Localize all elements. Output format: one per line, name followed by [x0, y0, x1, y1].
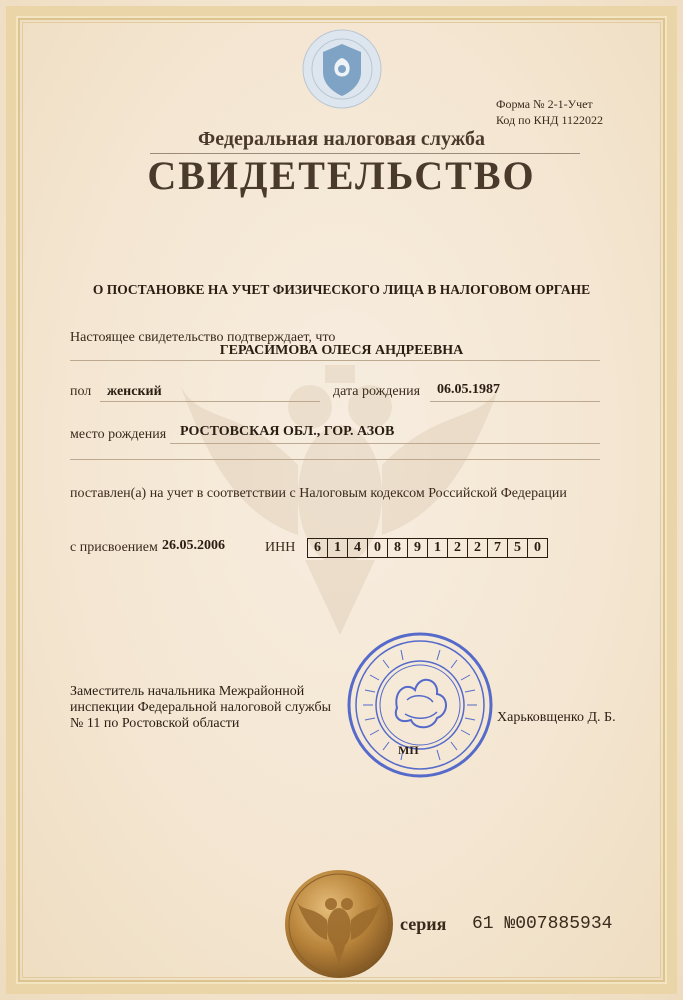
sex-label: пол	[70, 384, 92, 399]
birth-date-label: дата рождения	[333, 384, 421, 399]
sex-line	[100, 401, 320, 402]
tax-office-stamp-icon	[345, 630, 495, 780]
sex-value: женский	[107, 384, 162, 399]
page-title: СВИДЕТЕЛЬСТВО	[147, 153, 536, 198]
full-name: ГЕРАСИМОВА ОЛЕСЯ АНДРЕЕВНА	[219, 343, 464, 358]
assigned-label: с присвоением	[70, 540, 158, 555]
birth-date-line	[430, 401, 600, 402]
inn-digit: 4	[347, 539, 367, 557]
name-line	[70, 360, 600, 361]
inn-digit: 0	[527, 539, 547, 557]
inn-label: ИНН	[265, 540, 296, 555]
mp-mark: МП	[398, 743, 419, 757]
birth-place-label: место рождения	[70, 427, 167, 442]
birth-date-value: 06.05.1987	[437, 382, 500, 397]
form-code	[496, 96, 646, 128]
inn-box	[307, 538, 548, 558]
inn-digit: 6	[314, 540, 321, 555]
inn-digit: 9	[407, 539, 427, 557]
official-position: Заместитель начальника Межрайонной инспекции Федеральной налоговой службы № 11 по Ростовской области	[70, 684, 332, 731]
birth-place-value: РОСТОВСКАЯ ОБЛ., ГОР. АЗОВ	[180, 424, 395, 439]
inn-digit: 7	[487, 539, 507, 557]
subtitle: О ПОСТАНОВКЕ НА УЧЕТ ФИЗИЧЕСКОГО ЛИЦА В НАЛОГОВОМ ОРГАНЕ	[92, 282, 591, 297]
signer-name: Харьковщенко Д. Б.	[497, 710, 616, 725]
birth-place-line	[170, 443, 600, 444]
inn-digit: 1	[327, 539, 347, 557]
inn-digit: 1	[427, 539, 447, 557]
assigned-date: 26.05.2006	[162, 538, 225, 553]
service-name: Федеральная налоговая служба	[198, 128, 485, 150]
inn-digit: 5	[507, 539, 527, 557]
form-number: Форма № 2-1-Учет	[496, 97, 593, 111]
intro-text: Настоящее свидетельство подтверждает, что	[70, 330, 336, 345]
inn-digit: 2	[447, 539, 467, 557]
gold-emblem-seal-icon	[283, 868, 395, 980]
knd-code: Код по КНД 1122022	[496, 113, 603, 127]
inn-digit: 8	[387, 539, 407, 557]
inn-digit: 2	[467, 539, 487, 557]
inn-digit: 0	[367, 539, 387, 557]
serial-label: серия	[400, 914, 447, 934]
fns-emblem-icon	[301, 28, 383, 110]
serial-number: 61 №007885934	[472, 914, 613, 934]
registration-statement: поставлен(а) на учет в соответствии с Налоговым кодексом Российской Федерации	[70, 486, 567, 501]
blank-line	[70, 459, 600, 460]
